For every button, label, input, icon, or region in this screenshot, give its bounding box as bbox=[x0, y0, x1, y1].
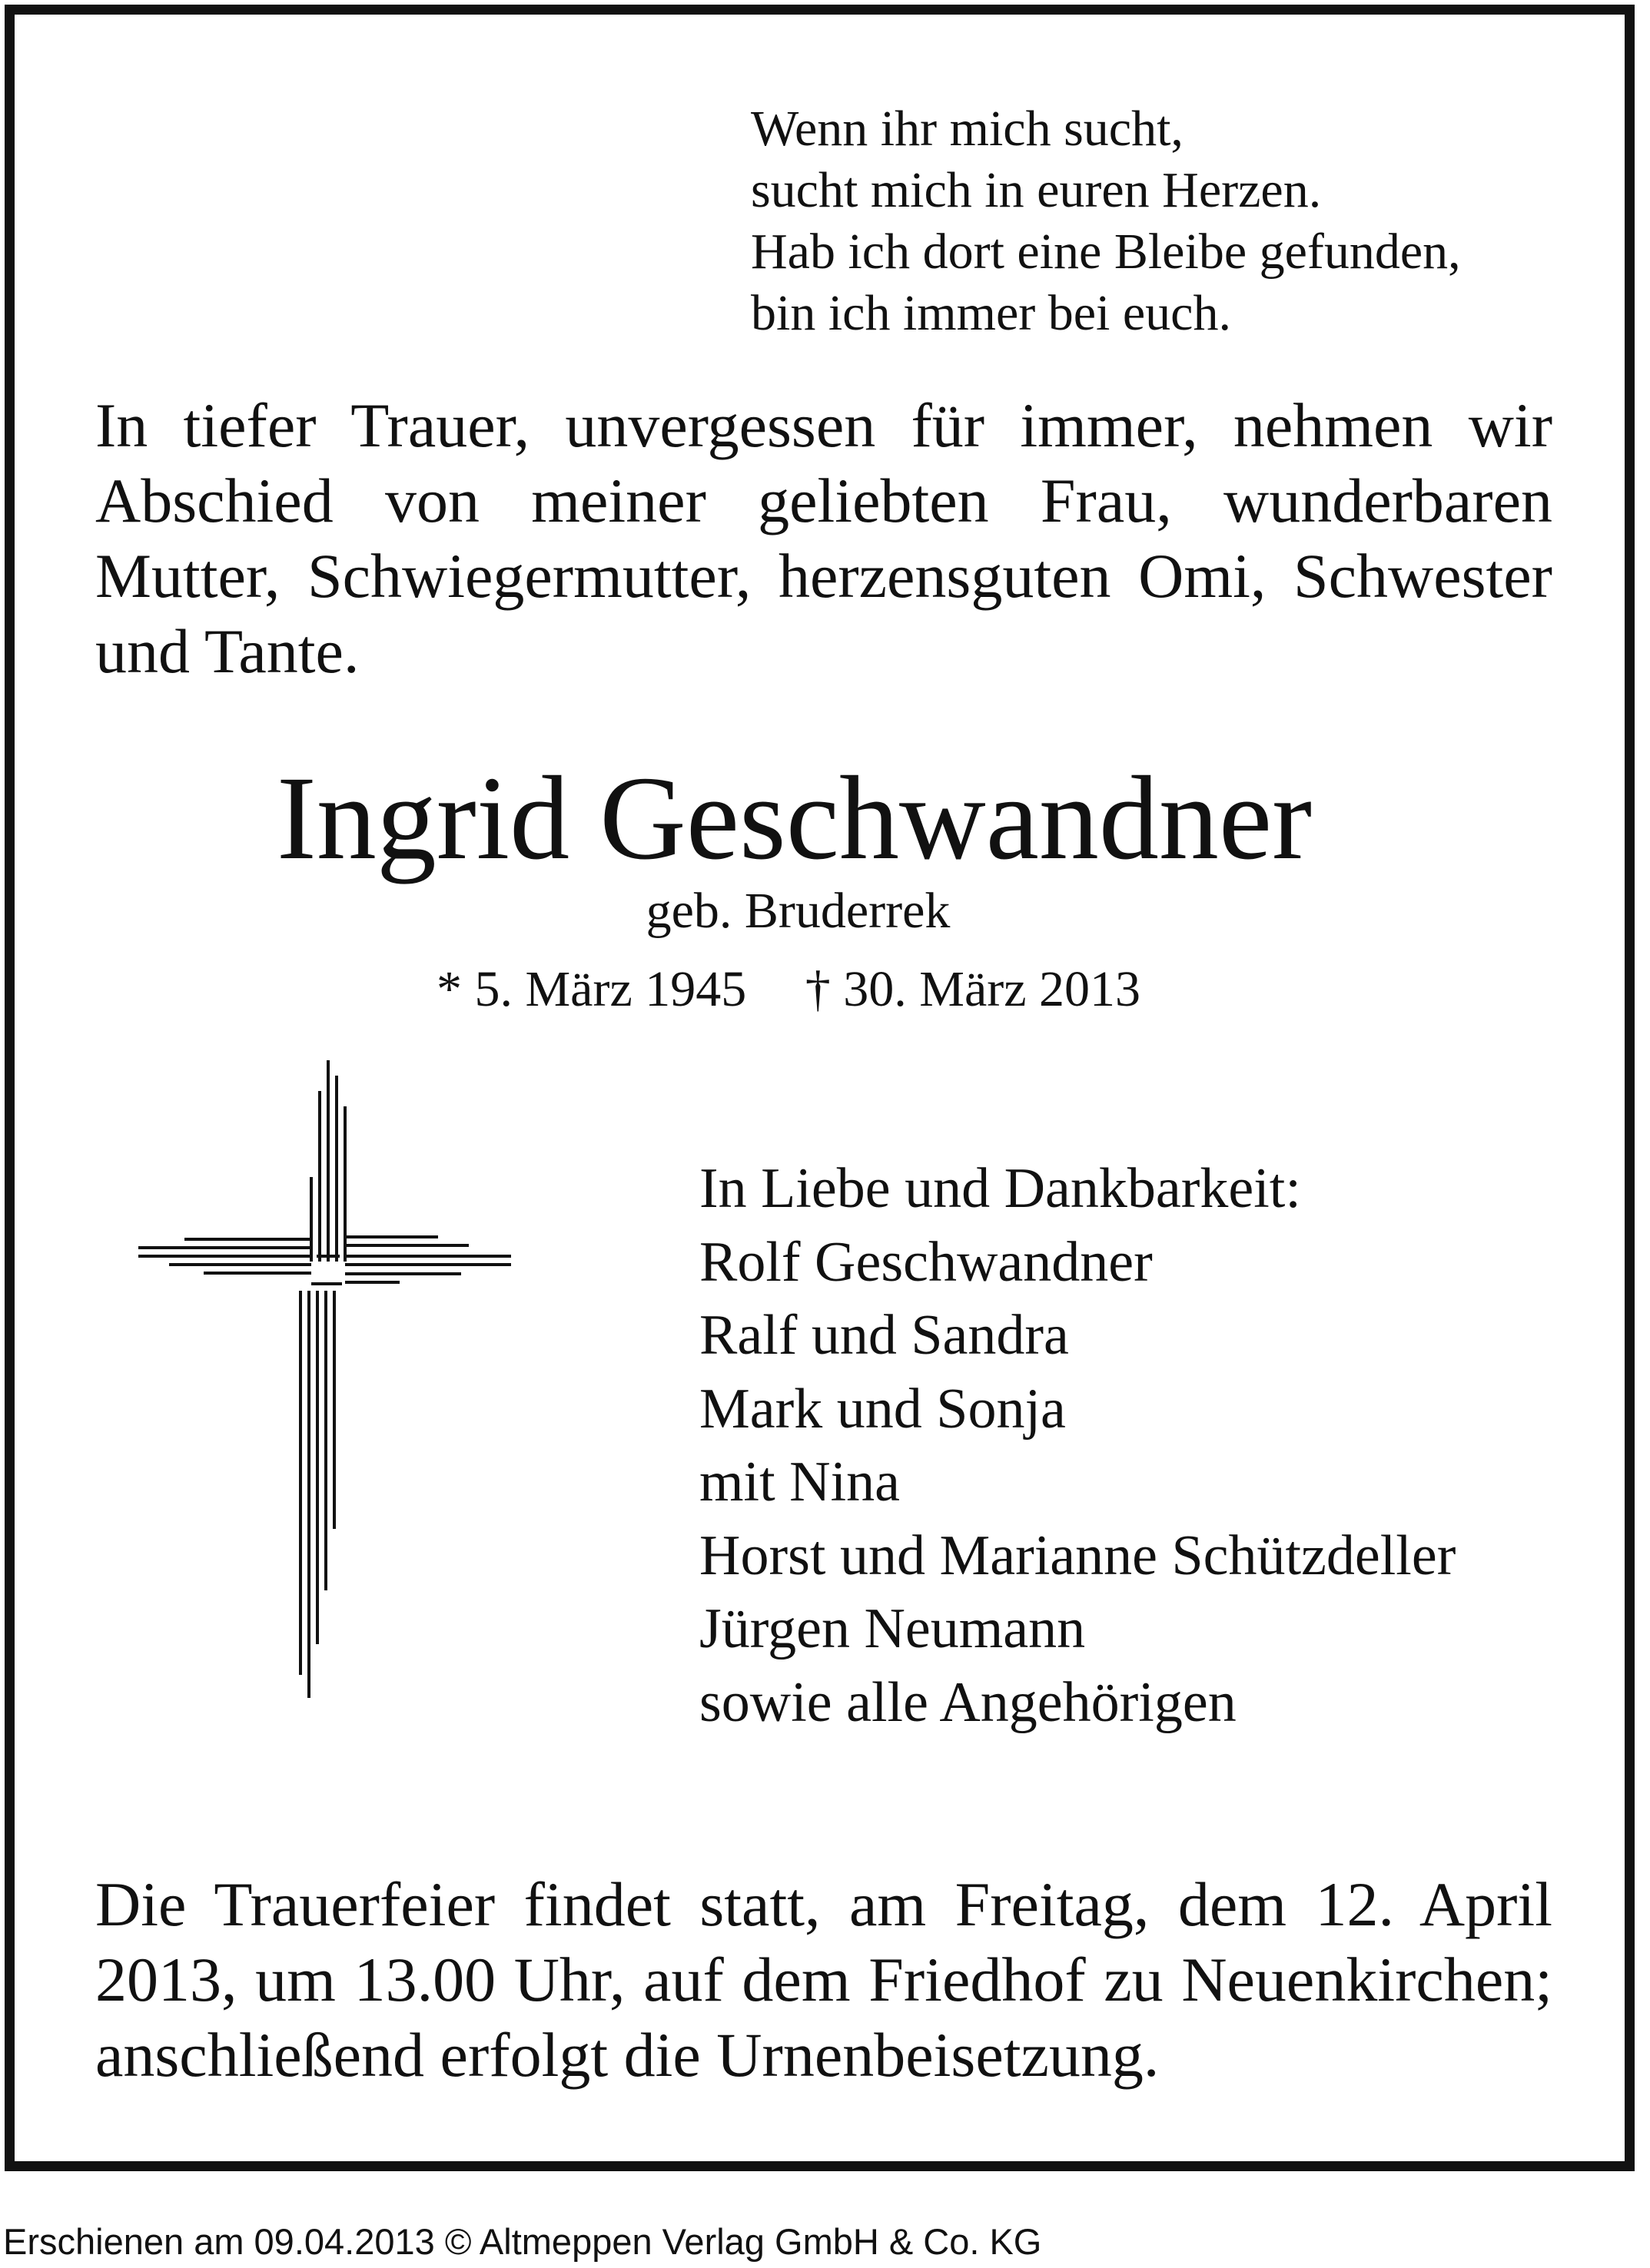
mourner-name: Horst und Marianne Schützdeller bbox=[699, 1524, 1456, 1587]
mourner-name: Rolf Geschwandner bbox=[699, 1230, 1153, 1294]
poem bbox=[751, 98, 1461, 344]
mourner-name: Ralf und Sandra bbox=[699, 1304, 1069, 1367]
poem-line: sucht mich in euren Herzen. bbox=[751, 162, 1322, 218]
life-dates bbox=[437, 959, 1140, 1020]
deceased-name: Ingrid Geschwandner bbox=[276, 751, 1313, 884]
mourner-name: Mark und Sonja bbox=[699, 1377, 1066, 1441]
death-date: † 30. März 2013 bbox=[805, 961, 1141, 1017]
poem-line: Wenn ihr mich sucht, bbox=[751, 101, 1184, 157]
publication-footer: Erschienen am 09.04.2013 © Altmeppen Verlag GmbH & Co. KG bbox=[3, 2221, 1042, 2262]
poem-line: bin ich immer bei euch. bbox=[751, 285, 1231, 341]
ceremony-text: Die Trauerfeier findet statt, am Freitag, dem 12. April 2013, um 13.00 Uhr, auf dem Friedhof zu Neuenkirchen; anschließend erfolgt die Urnenbeisetzung. bbox=[95, 1869, 1552, 2090]
mourner-name: sowie alle Angehörigen bbox=[699, 1670, 1237, 1734]
mourners-block bbox=[699, 1152, 1456, 1739]
birth-date: * 5. März 1945 bbox=[437, 961, 747, 1017]
mourners-heading: In Liebe und Dankbarkeit: bbox=[699, 1157, 1301, 1220]
mourner-name: Jürgen Neumann bbox=[699, 1597, 1086, 1660]
maiden-name: geb. Bruderrek bbox=[646, 883, 951, 939]
intro-text: In tiefer Trauer, unvergessen für immer, nehmen wir Abschied von meiner geliebten Frau, wunderbaren Mutter, Schwiegermutter, herzensguten Omi, Schwester und Tante. bbox=[95, 390, 1552, 686]
mourner-name: mit Nina bbox=[699, 1451, 901, 1514]
poem-line: Hab ich dort eine Bleibe gefunden, bbox=[751, 224, 1461, 280]
cross-icon bbox=[138, 1060, 515, 1698]
